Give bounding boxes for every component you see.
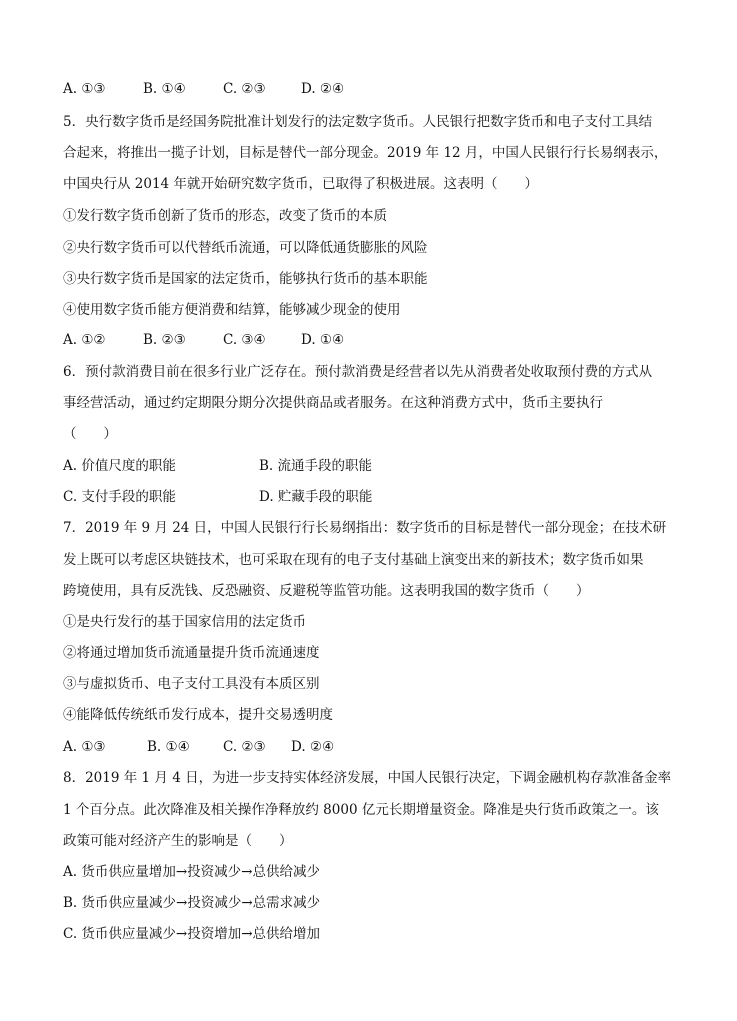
q5-statement-2: ②央行数字货币可以代替纸币流通，可以降低通货膨胀的风险 bbox=[63, 240, 428, 256]
q5-option-b: B. ②③ bbox=[143, 332, 186, 348]
q8-option-c: C. 货币供应量减少→投资增加→总供给增加 bbox=[63, 926, 321, 942]
q6-options-row-1 bbox=[63, 456, 697, 476]
q7-statement-1: ①是央行发行的基于国家信用的法定货币 bbox=[63, 614, 306, 630]
q6-stem-line-2: 事经营活动，通过约定期限分期分次提供商品或者服务。在这种消费方式中，货币主要执行 bbox=[63, 395, 603, 411]
q5-option-a: A. ①② bbox=[63, 332, 106, 348]
q7-option-b: B. ①④ bbox=[147, 739, 190, 755]
q4-option-a: A. ①③ bbox=[63, 81, 106, 97]
q8-stem-line-1: 8．2019 年 1 月 4 日，为进一步支持实体经济发展，中国人民银行决定，下调金融机构存款准备金率 bbox=[63, 770, 672, 786]
q7-statement-2: ②将通过增加货币流通量提升货币流通速度 bbox=[63, 645, 320, 661]
q5-options bbox=[63, 330, 697, 350]
q5-stem-line-3: 中国央行从 2014 年就开始研究数字货币，已取得了积极进展。这表明（ ） bbox=[63, 176, 538, 192]
q5-statement-1: ①发行数字货币创新了货币的形态，改变了货币的本质 bbox=[63, 208, 387, 224]
q5-stem-line-2: 合起来，将推出一揽子计划，目标是替代一部分现金。2019 年 12 月，中国人民银行行长易纲表示， bbox=[63, 145, 668, 161]
q8-option-b: B. 货币供应量减少→投资减少→总需求减少 bbox=[63, 895, 321, 911]
q8-stem-line-2: 1 个百分点。此次降准及相关操作净释放约 8000 亿元长期增量资金。降准是央行货币政策之一。该 bbox=[63, 802, 659, 818]
q6-option-a: A. 价值尺度的职能 bbox=[63, 458, 176, 474]
q4-option-c: C. ②③ bbox=[223, 81, 266, 97]
q7-option-c: C. ②③ bbox=[223, 739, 266, 755]
q6-option-d: D. 贮藏手段的职能 bbox=[259, 489, 373, 505]
q7-stem-line-3: 跨境使用，具有反洗钱、反恐融资、反避税等监管功能。这表明我国的数字货币（ ） bbox=[63, 583, 590, 599]
q5-stem-line-1: 5．央行数字货币是经国务院批准计划发行的法定数字货币。人民银行把数字货币和电子支付工具结 bbox=[63, 114, 653, 130]
q6-options-row-2 bbox=[63, 487, 697, 507]
q4-options bbox=[63, 79, 697, 99]
q7-statement-3: ③与虚拟货币、电子支付工具没有本质区别 bbox=[63, 676, 320, 692]
q5-statement-3: ③央行数字货币是国家的法定货币，能够执行货币的基本职能 bbox=[63, 271, 428, 287]
q7-options bbox=[63, 737, 697, 757]
q6-stem-line-3: （ ） bbox=[63, 426, 117, 442]
q6-option-c: C. 支付手段的职能 bbox=[63, 489, 176, 505]
q5-option-d: D. ①④ bbox=[301, 332, 345, 348]
q4-option-b: B. ①④ bbox=[143, 81, 186, 97]
q7-option-d: D. ②④ bbox=[291, 739, 335, 755]
q6-option-b: B. 流通手段的职能 bbox=[259, 458, 373, 474]
q6-stem-line-1: 6．预付款消费目前在很多行业广泛存在。预付款消费是经营者以先从消费者处收取预付费的方式从 bbox=[63, 364, 653, 380]
q5-option-c: C. ③④ bbox=[223, 332, 266, 348]
q7-statement-4: ④能降低传统纸币发行成本，提升交易透明度 bbox=[63, 707, 333, 723]
q7-stem-line-1: 7．2019 年 9 月 24 日，中国人民银行行长易纲指出：数字货币的目标是替代一部分现金；在技术研 bbox=[63, 520, 667, 536]
q4-option-d: D. ②④ bbox=[301, 81, 345, 97]
q8-option-a: A. 货币供应量增加→投资减少→总供给减少 bbox=[63, 864, 320, 880]
q7-stem-line-2: 发上既可以考虑区块链技术，也可采取在现有的电子支付基础上演变出来的新技术；数字货币如果 bbox=[63, 552, 644, 568]
q7-option-a: A. ①③ bbox=[63, 739, 106, 755]
q5-statement-4: ④使用数字货币能方便消费和结算，能够减少现金的使用 bbox=[63, 302, 401, 318]
q8-stem-line-3: 政策可能对经济产生的影响是（ ） bbox=[63, 833, 293, 849]
